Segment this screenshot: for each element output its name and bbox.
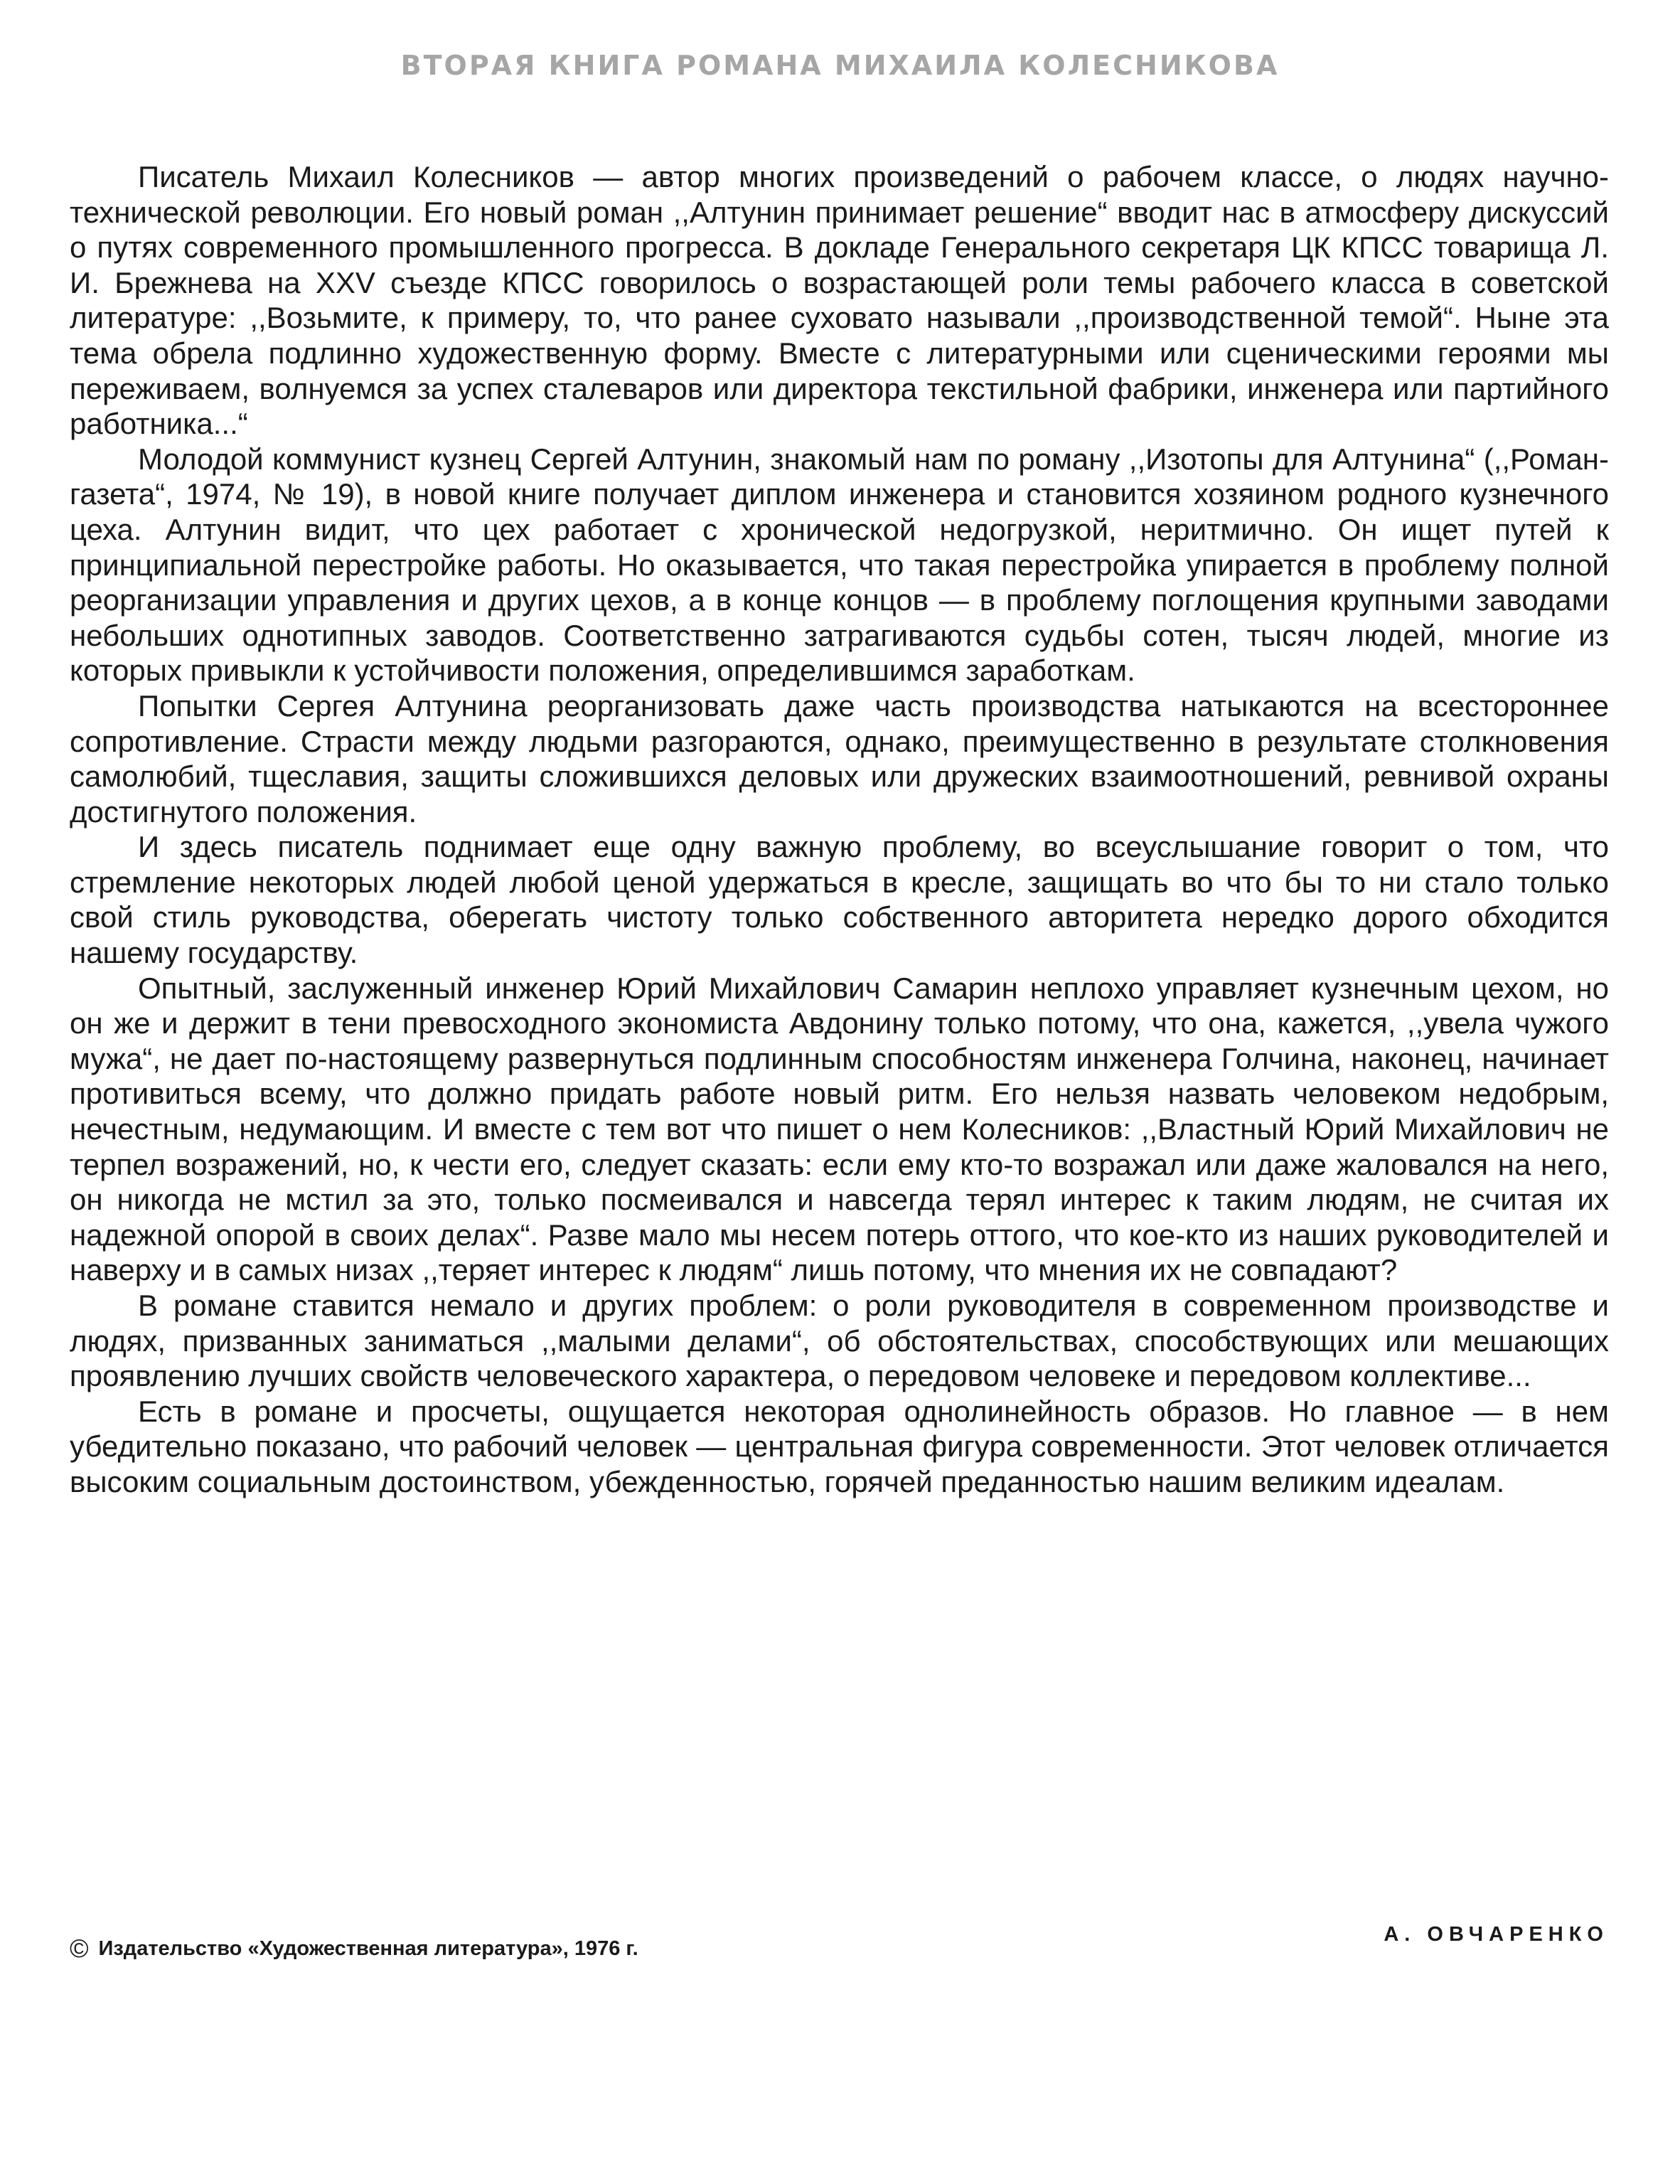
paragraph: Молодой коммунист кузнец Сергей Алтунин, знакомый нам по роману ,,Изотопы для Алтунина“ (,,Роман-газета“, 1974, № 19), в новой книге получает диплом инженера и становится хозяином родного кузнечного цеха. Алтунин видит, что цех работает с хронической недогрузкой, неритмично. Он ищет путей к принципиальной перестройке работы. Но оказывается, что такая перестройка упирается в проблему полной реорганизации управления и других цехов, а в конце концов — в проблему поглощения крупными заводами небольших однотипных заводов. Соответственно затрагиваются судьбы сотен, тысяч людей, многие из которых привыкли к устойчивости положения, определившимся заработкам. xyxy=(70,442,1609,688)
article-body xyxy=(70,159,1609,1500)
paragraph: Попытки Сергея Алтунина реорганизовать даже часть производства натыкаются на всестороннее сопротивление. Страсти между людьми разгораются, однако, преимущественно в результате столкновения самолюбий, тщеславия, защиты сложившихся деловых или дружеских взаимоотношений, ревнивой охраны достигнутого положения. xyxy=(70,688,1609,829)
paragraph: Опытный, заслуженный инженер Юрий Михайлович Самарин неплохо управляет кузнечным цехом, но он же и держит в тени превосходного экономиста Авдонину только потому, что она, кажется, ,,увела чужого мужа“, не дает по-настоящему развернуться подлинным способностям инженера Голчина, наконец, начинает противиться всему, что должно придать работе новый ритм. Его нельзя назвать человеком недобрым, нечестным, недумающим. И вместе с тем вот что пишет о нем Колесников: ,,Властный Юрий Михайлович не терпел возражений, но, к чести его, следует сказать: если ему кто-то возражал или даже жаловался на него, он никогда не мстил за это, только посмеивался и навсегда терял интерес к таким людям, не считая их надежной опорой в своих делах“. Разве мало мы несем потерь оттого, что кое-кто из наших руководителей и наверху и в самых низах ,,теряет интерес к людям“ лишь потому, что мнения их не совпадают? xyxy=(70,971,1609,1287)
copyright-text: Издательство «Художественная литература», 1976 г. xyxy=(98,1937,638,1960)
paragraph: Есть в романе и просчеты, ощущается некоторая однолинейность образов. Но главное — в нем убедительно показано, что рабочий человек — центральная фигура современности. Этот человек отличается высоким социальным достоинством, убежденностью, горячей преданностью нашим великим идеалам. xyxy=(70,1394,1609,1498)
paragraph: В романе ставится немало и других проблем: о роли руководителя в современном производстве и людях, призванных заниматься ,,малыми делами“, об обстоятельствах, способствующих или мешающих проявлению лучших свойств человеческого характера, о передовом человеке и передовом коллективе... xyxy=(70,1289,1609,1393)
page-title: ВТОРАЯ КНИГА РОМАНА МИХАИЛА КОЛЕСНИКОВА xyxy=(400,50,1280,81)
footer xyxy=(70,1923,1609,1980)
copyright-line xyxy=(70,1936,638,1961)
author-signature: А. ОВЧАРЕНКО xyxy=(1384,1923,1609,1946)
paragraph: И здесь писатель поднимает еще одну важную проблему, во всеуслышание говорит о том, что стремление некоторых людей любой ценой удержаться в кресле, защищать во что бы то ни стало только свой стиль руководства, оберегать чистоту только собственного авторитета нередко дорого обходится нашему государству. xyxy=(70,830,1609,970)
paragraph: Писатель Михаил Колесников — автор многих произведений о рабочем классе, о людях научно-технической революции. Его новый роман ,,Алтунин принимает решение“ вводит нас в атмосферу дискуссий о путях современного промышленного прогресса. В докладе Генерального секретаря ЦК КПСС товарища Л. И. Брежнева на XXV съезде КПСС говорилось о возрастающей роли темы рабочего класса в советской литературе: ,,Возьмите, к примеру, то, что ранее суховато называли ,,производственной темой“. Ныне эта тема обрела подлинно художественную форму. Вместе с литературными или сценическими героями мы переживаем, волнуемся за успех сталеваров или директора текстильной фабрики, инженера или партийного работника...“ xyxy=(70,160,1609,441)
copyright-icon: © xyxy=(70,1934,89,1963)
